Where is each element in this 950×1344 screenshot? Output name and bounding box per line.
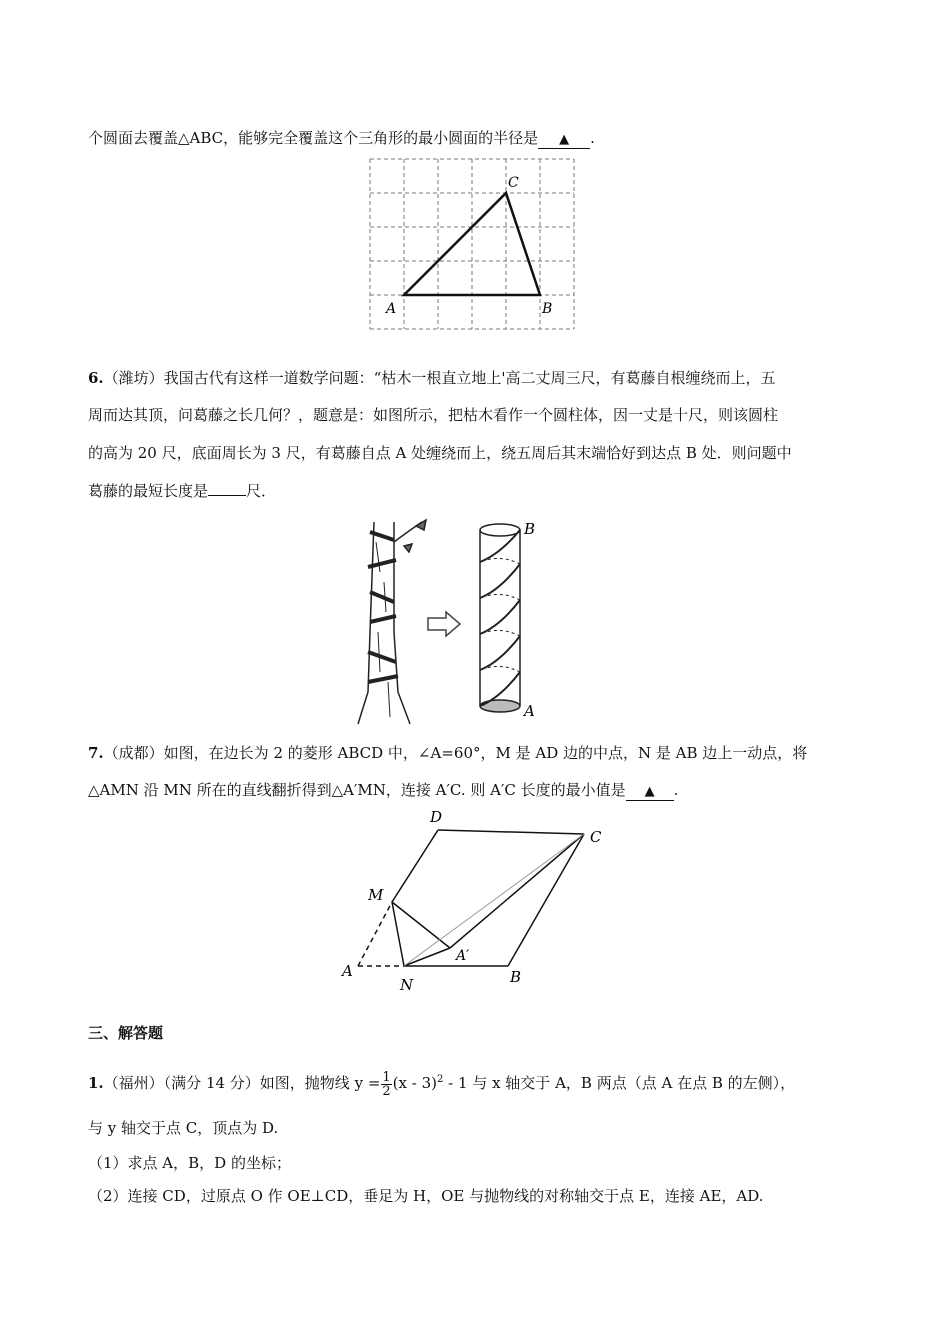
formula-exponent: 2: [436, 1074, 444, 1085]
formula-paren: (x - 3): [392, 1074, 437, 1092]
q7-answer-blank: ▲: [626, 784, 674, 801]
q7-line2-pre: △AMN 沿 MN 所在的直线翻折得到△A′MN，连接 A′C. 则 A′C 长度的最小值是: [88, 781, 626, 799]
segment-mn: [392, 902, 404, 966]
q1-part2: （2）连接 CD，过原点 O 作 OE⊥CD，垂足为 H，OE 与抛物线的对称轴交于点 E，连接 AE，AD.: [88, 1187, 764, 1205]
q5-line1: 个圆面去覆盖△ABC，能够完全覆盖这个三角形的最小圆面的半径是: [88, 129, 539, 147]
q6-number: 6.: [88, 369, 104, 387]
label-c: C: [590, 828, 602, 846]
q7-rhombus-figure: [338, 808, 616, 998]
q1-part1: （1）求点 A，B，D 的坐标；: [88, 1154, 291, 1172]
label-n: N: [400, 976, 414, 994]
q7-number: 7.: [88, 744, 104, 762]
side-cb: [508, 834, 584, 966]
cylinder-label-a: A: [524, 702, 535, 720]
segment-ma-prime: [392, 902, 450, 948]
q6-line2: 周而达其顶，问葛藤之长几何？，题意是：如图所示，把枯木看作一个圆柱体，因一丈是十尺，则该圆柱: [88, 406, 779, 424]
q7-line1: （成都）如图，在边长为 2 的菱形 ABCD 中，∠A=60°，M 是 AD 边的中点，N 是 AB 边上一动点，将: [103, 744, 808, 762]
fraction-numerator: 1: [382, 1069, 391, 1085]
formula-fraction: [381, 1071, 391, 1098]
tree-drawing: [358, 520, 426, 724]
q5-answer-blank: ▲: [538, 132, 590, 149]
q6-line4-row: [88, 481, 276, 501]
formula-y: y =: [354, 1074, 381, 1092]
label-d: D: [430, 808, 443, 826]
fraction-denominator: 2: [382, 1083, 391, 1099]
q1-line1-row: [88, 1066, 796, 1099]
q6-line4-pre: 葛藤的最短长度是: [88, 482, 209, 500]
side-dc: [438, 830, 584, 834]
label-a: A: [386, 301, 397, 317]
q7-line2-row: [88, 780, 678, 801]
q6-line1-row: [88, 368, 775, 388]
q7-line1-row: [88, 743, 807, 763]
segment-a-prime-c: [450, 834, 584, 948]
label-c: C: [508, 175, 519, 191]
label-m: M: [368, 886, 384, 904]
segment-nc: [404, 834, 584, 966]
q5-triangle-figure: [368, 157, 578, 333]
q7-end: .: [673, 781, 679, 799]
q1-line2: 与 y 轴交于点 C，顶点为 D.: [88, 1119, 279, 1137]
q6-line3: 的高为 20 尺，底面周长为 3 尺，有葛藤自点 A 处缠绕而上，绕五周后其末端恰好到达点 B 处．则问题中: [88, 444, 792, 462]
cylinder-drawing: [480, 524, 520, 712]
section-heading: 三、解答题: [88, 1024, 164, 1042]
q5-text: [88, 128, 595, 149]
q6-line1: （潍坊）我国古代有这样一道数学问题：“枯木一根直立地上'高二丈周三尺，有葛藤自根缠绕而上，五: [103, 369, 776, 387]
q6-answer-blank: [208, 495, 246, 496]
q1-formula: [354, 1069, 473, 1099]
q1-number: 1.: [88, 1074, 104, 1092]
q6-tree-cylinder-figure: [350, 512, 555, 727]
q1-line1-post: 与 x 轴交于 A，B 两点（点 A 在点 B 的左侧），: [472, 1074, 796, 1092]
q6-line4-post: 尺．: [246, 482, 277, 500]
label-a: A: [342, 962, 353, 980]
q5-end: .: [590, 129, 595, 147]
label-b: B: [510, 968, 522, 986]
label-b: B: [542, 301, 553, 317]
cylinder-label-b: B: [524, 520, 536, 538]
formula-tail: - 1: [448, 1074, 468, 1092]
label-a-prime: A′: [456, 948, 470, 964]
q1-line1-pre: （福州）（满分 14 分）如图，抛物线: [103, 1074, 350, 1092]
side-md: [392, 830, 438, 902]
segment-na-prime: [404, 948, 450, 966]
arrow-icon: [428, 612, 460, 636]
side-ad-dashed: [358, 902, 392, 966]
